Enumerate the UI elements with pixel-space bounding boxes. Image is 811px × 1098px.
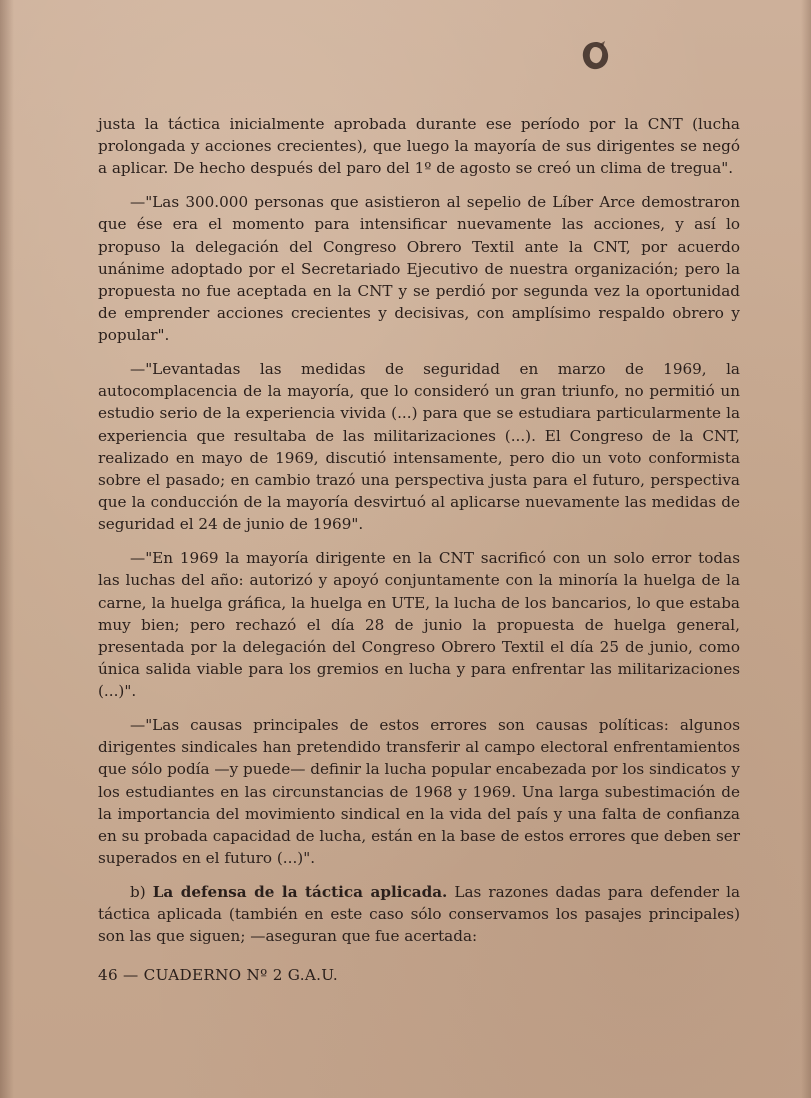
paragraph-5: —"Las causas principales de estos errores son causas políticas: algunos dirigentes sindicales han pretendido transferir al campo electoral enfrentamientos que sólo podía —y puede— definir la lucha popular encabezada por los sindicatos y los estudiantes en las circunstancias de 1968 y 1969. Una larga subestimación de la importancia del movimiento sindical en la vida del país y una falta de confianza en su probada capacidad de lucha, están en la base de estos errores que deben ser superados en el futuro (...)". xyxy=(98,716,741,868)
ink-stamp-icon xyxy=(578,38,614,74)
paragraph-2: —"Las 300.000 personas que asistieron al sepelio de Líber Arce demostraron que ése era el momento para intensificar nuevamente las acciones, y así lo propuso la delegación del Congreso Obrero Textil ante la CNT, por acuerdo unánime adoptado por el Secretariado Ejecutivo de nuestra organización; pero la propuesta no fue aceptada en la CNT y se perdió por segunda vez la oportunidad de emprender acciones crecientes y decisivas, con amplísimo respaldo obrero y popular". xyxy=(98,193,740,345)
page-footer: 46 — CUADERNO Nº 2 G.A.U. xyxy=(98,966,339,984)
body-text xyxy=(98,113,740,959)
paragraph-3: —"Levantadas las medidas de seguridad en marzo de 1969, la autocomplacencia de la mayoría, que lo consideró un gran triunfo, no permitió un estudio serio de la experiencia vivida (...) para que se estudiara particularmente la experiencia que resultaba de las militarizaciones (...). El Congreso de la CNT, realizado en mayo de 1969, discutió intensamente, pero dio un voto conformista sobre el pasado; en cambio trazó una perspectiva justa para el futuro, perspectiva que la conducción de la mayoría desvirtuó al aplicarse nuevamente las medidas de seguridad el 24 de junio de 1969". xyxy=(98,360,740,534)
paragraph-6 xyxy=(98,881,740,948)
page-edge-left xyxy=(0,0,14,1098)
paragraph-4: —"En 1969 la mayoría dirigente en la CNT sacrificó con un solo error todas las luchas del año: autorizó y apoyó conjuntamente con la minoría la huelga de la carne, la huelga gráfica, la huelga en UTE, la lucha de los bancarios, lo que estaba muy bien; pero rechazó el día 28 de junio la propuesta de huelga general, presentada por la delegación del Congreso Obrero Textil el día 25 de junio, como única salida viable para los gremios en lucha y para enfrentar las militarizaciones (...)". xyxy=(98,549,740,701)
section-marker: b) xyxy=(130,883,146,901)
section-heading: La defensa de la táctica aplicada. xyxy=(152,883,448,901)
section-body: Las razones dadas para defender la táctica aplicada (también en este caso sólo conservamos los pasajes principales) son las que siguen; —aseguran que fue acertada: xyxy=(98,883,740,946)
page-edge-right xyxy=(801,0,811,1098)
paragraph-1: justa la táctica inicialmente aprobada durante ese período por la CNT (lucha prolongada y acciones crecientes), que luego la mayoría de sus dirigentes se negó a aplicar. De hecho después del paro del 1º de agosto se creó un clima de tregua". xyxy=(98,115,740,178)
